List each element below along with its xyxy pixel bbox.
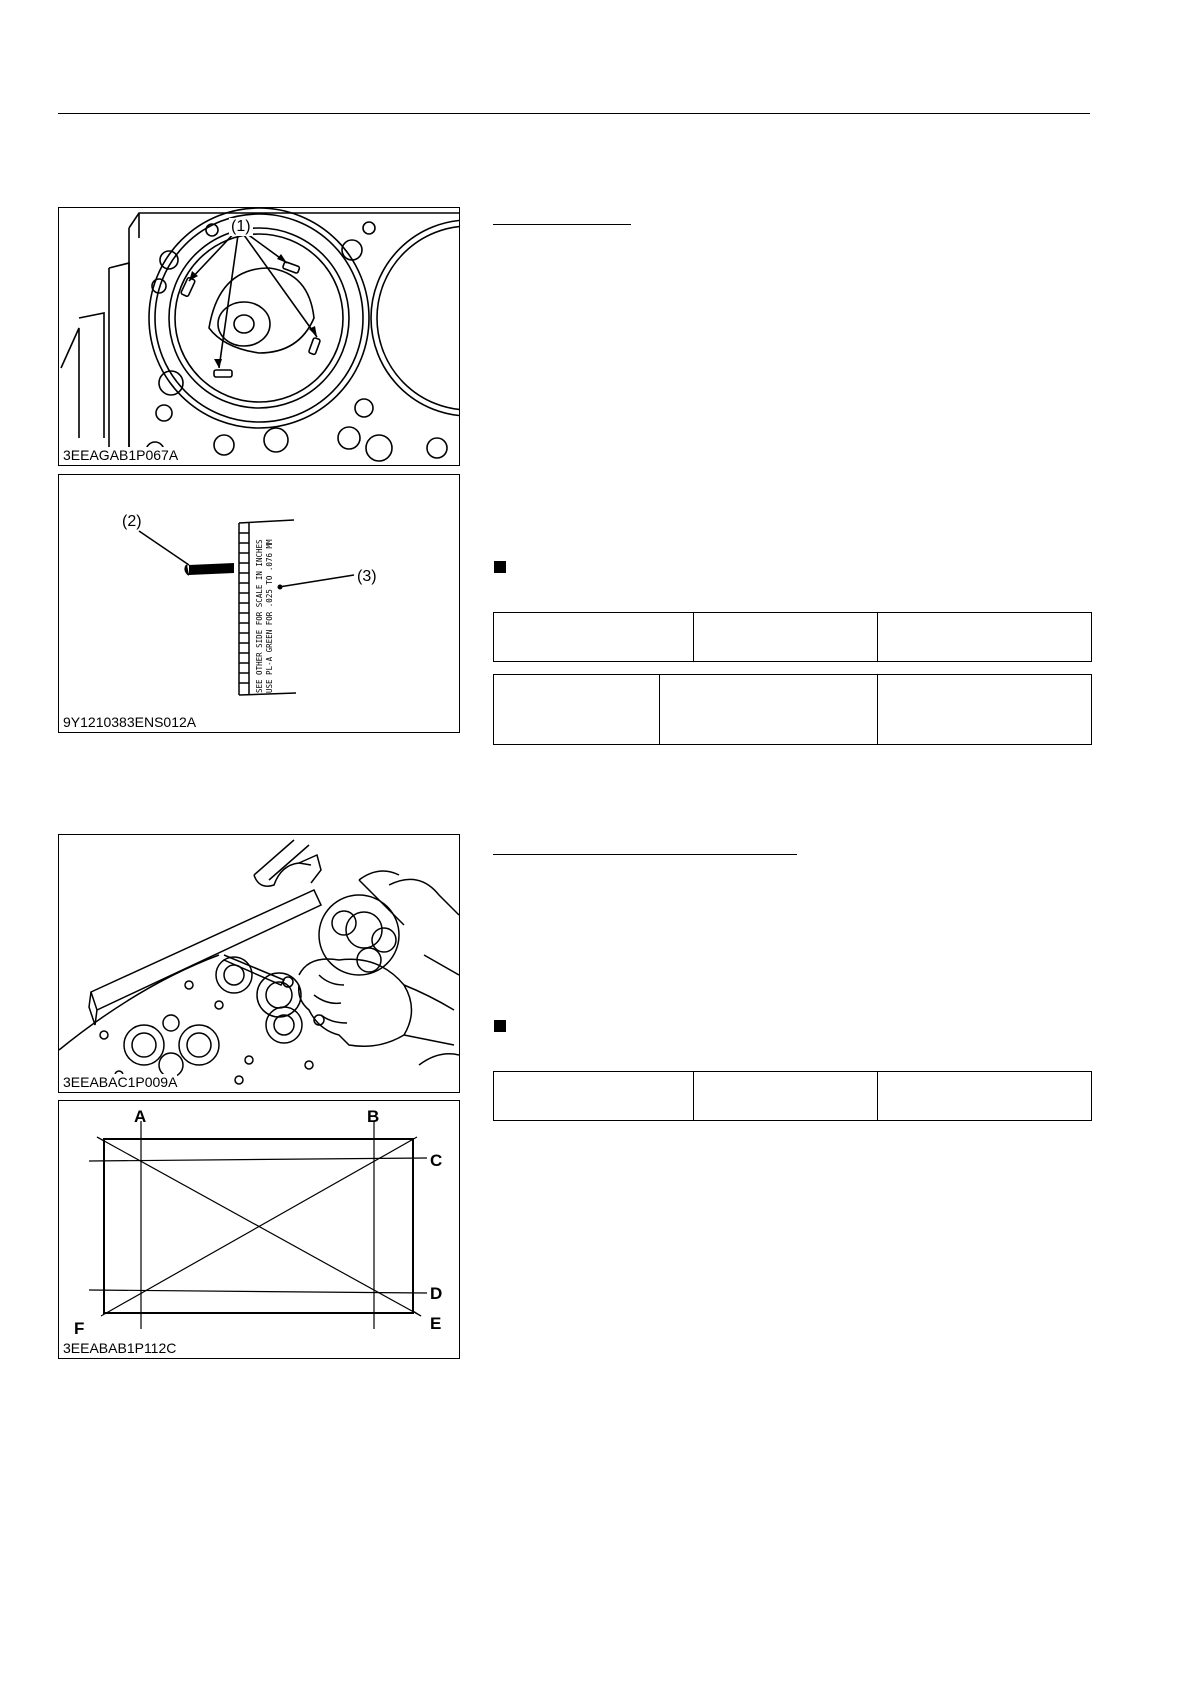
figure-code: 3EEAGAB1P067A (63, 447, 179, 463)
figure-code: 3EEABAC1P009A (63, 1074, 178, 1090)
figure-top-dead-clearance (58, 207, 460, 466)
cylinder-gasket-drawing (59, 208, 459, 465)
table-row (494, 1072, 1092, 1121)
callout-1: (1) (231, 218, 251, 235)
scale-text-line-2: USE PL-A GREEN FOR .025 TO .076 MM (265, 539, 274, 693)
header-rule (58, 113, 1090, 114)
table-cell (494, 613, 694, 662)
figure-code: 3EEABAB1P112C (63, 1340, 177, 1356)
section-heading-underline-1 (493, 224, 631, 225)
callout-3: (3) (357, 568, 377, 585)
label-c: C (430, 1151, 443, 1170)
table-cell (494, 1072, 694, 1121)
label-a: A (134, 1107, 147, 1126)
figure-straightedge-measurement (58, 834, 460, 1093)
table-cell (878, 675, 1092, 745)
table-cell (694, 613, 878, 662)
plastigage-drawing (59, 475, 459, 732)
table-cell (878, 613, 1092, 662)
table-cell (878, 1072, 1092, 1121)
scale-text-line-1: SEE OTHER SIDE FOR SCALE IN INCHES (255, 539, 264, 693)
reference-bullet-2 (494, 1020, 506, 1032)
table-cell (660, 675, 878, 745)
table-cell (494, 675, 660, 745)
table-cell (694, 1072, 878, 1121)
straightedge-drawing (59, 835, 459, 1092)
flatness-diagram (59, 1101, 459, 1358)
figure-code: 9Y1210383ENS012A (63, 714, 197, 730)
reference-bullet-1 (494, 561, 506, 573)
table-row (494, 613, 1092, 662)
section-heading-underline-2 (493, 854, 797, 855)
spec-table-1 (493, 612, 1092, 662)
callout-2: (2) (122, 513, 142, 530)
label-b: B (367, 1107, 380, 1126)
spec-table-2 (493, 674, 1092, 745)
table-row (494, 675, 1092, 745)
label-f: F (74, 1319, 85, 1338)
spec-table-3 (493, 1071, 1092, 1121)
label-d: D (430, 1284, 443, 1303)
figure-plastigage-scale (58, 474, 460, 733)
label-e: E (430, 1314, 442, 1333)
figure-measuring-directions (58, 1100, 460, 1359)
